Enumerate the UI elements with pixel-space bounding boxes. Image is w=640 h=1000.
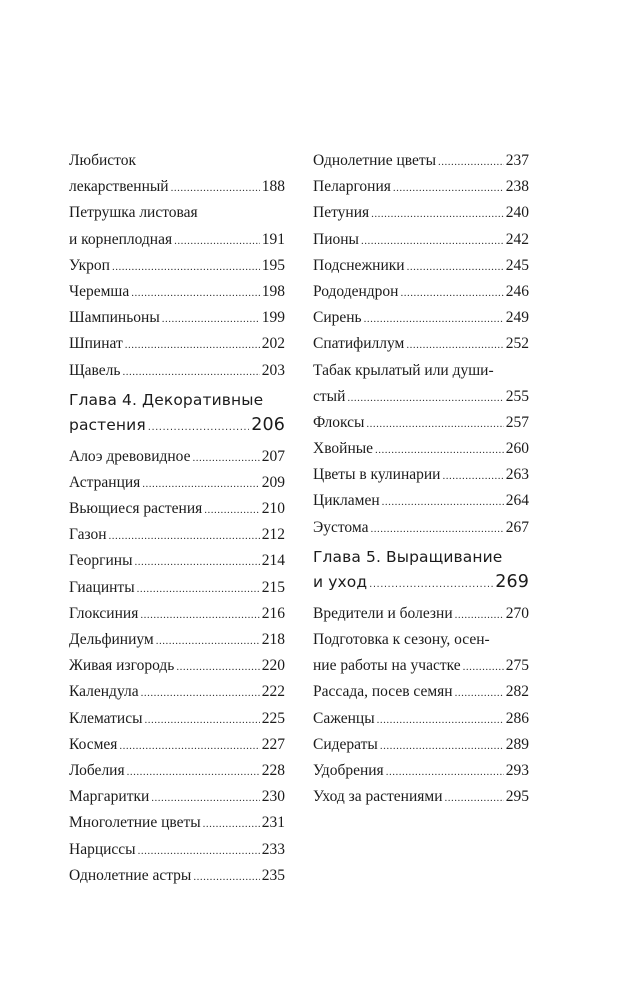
toc-entry-title: Подснежники <box>313 256 405 274</box>
toc-entry-title: лекарственный <box>69 178 169 196</box>
toc-page-number: 203 <box>261 361 285 379</box>
toc-page-number: 263 <box>505 466 529 484</box>
dot-leader <box>203 811 260 837</box>
toc-entry <box>69 758 285 784</box>
toc-entry <box>69 444 285 470</box>
toc-entry <box>69 200 285 252</box>
toc-entry-title: Пионы <box>313 230 359 248</box>
toc-left-column <box>69 148 285 889</box>
dot-leader <box>156 628 260 654</box>
toc-entry-title: Лобелия <box>69 761 125 779</box>
dot-leader <box>119 733 259 759</box>
toc-entry <box>69 601 285 627</box>
toc-entry-title-line: Подготовка к сезону, осен- <box>313 631 490 648</box>
toc-entry-title: Космея <box>69 735 118 753</box>
dot-leader <box>135 549 260 575</box>
toc-page-number: 233 <box>261 840 285 858</box>
toc-entry <box>313 627 529 679</box>
chapter-title-line: Глава 5. Выращивание <box>313 547 503 566</box>
toc-entry-title-line: Петрушка листовая <box>69 204 198 222</box>
toc-page-number: 209 <box>261 473 285 491</box>
toc-page-number: 195 <box>261 256 285 274</box>
toc-entry <box>313 331 529 357</box>
toc-entry-title: Цветы в кулинарии <box>313 466 441 484</box>
dot-leader <box>174 228 260 254</box>
toc-entry <box>69 627 285 653</box>
toc-entry-title: Многолетние цветы <box>69 814 201 832</box>
toc-page-number: 286 <box>505 709 529 727</box>
dot-leader <box>171 175 260 201</box>
toc-entry-title: Однолетние цветы <box>313 152 437 169</box>
chapter-title: и уход <box>313 572 368 591</box>
dot-leader <box>400 280 503 306</box>
toc-entry-title: Рассада, посев семян <box>313 683 453 701</box>
dot-leader <box>193 445 260 471</box>
dot-leader <box>369 572 493 597</box>
toc-page-number: 252 <box>505 335 529 353</box>
dot-leader <box>442 463 503 489</box>
toc-page-number: 270 <box>505 604 529 622</box>
dot-leader <box>140 602 259 628</box>
chapter-page-number: 269 <box>495 571 529 592</box>
dot-leader <box>364 306 504 332</box>
dot-leader <box>382 489 504 515</box>
dot-leader <box>380 733 504 759</box>
toc-entry <box>313 253 529 279</box>
toc-page-number: 275 <box>505 657 529 675</box>
toc-entry <box>313 279 529 305</box>
dot-leader <box>138 838 260 864</box>
toc-entry <box>69 253 285 279</box>
dot-leader <box>122 359 259 385</box>
toc-entry-title: Черемша <box>69 282 130 300</box>
toc-page-number: 199 <box>261 309 285 327</box>
toc-page-number: 225 <box>261 709 285 727</box>
toc-page-number: 207 <box>261 447 285 465</box>
dot-leader <box>131 280 260 306</box>
dot-leader <box>142 471 259 497</box>
toc-page-number: 218 <box>261 631 285 648</box>
toc-page-number: 237 <box>505 152 529 169</box>
toc-entry-title: Георгины <box>69 552 133 570</box>
toc-entry-title: Алоэ древовидное <box>69 447 191 465</box>
chapter-title-line: Глава 4. Декоративные <box>69 390 264 409</box>
toc-entry <box>69 837 285 863</box>
dot-leader <box>148 415 250 440</box>
toc-entry <box>313 227 529 253</box>
toc-page-number: 240 <box>505 204 529 222</box>
toc-page-number: 242 <box>505 230 529 248</box>
toc-page-number: 238 <box>505 178 529 196</box>
toc-entry <box>313 410 529 436</box>
toc-entry-title: Сидераты <box>313 735 378 753</box>
toc-page-number: 246 <box>505 282 529 300</box>
toc-entry-title: Шампиньоны <box>69 309 160 327</box>
toc-entry-title: Однолетние астры <box>69 866 192 884</box>
toc-page-number: 222 <box>261 683 285 701</box>
toc-entry <box>69 679 285 705</box>
toc-entry <box>313 784 529 810</box>
chapter-page-number: 206 <box>251 414 285 435</box>
dot-leader <box>109 523 260 549</box>
toc-entry <box>313 174 529 200</box>
toc-entry-title: Вьющиеся растения <box>69 500 203 518</box>
toc-entry-title: Календула <box>69 683 139 701</box>
dot-leader <box>125 332 260 358</box>
toc-entry-title: стый <box>313 387 346 405</box>
toc-entry-title: Хвойные <box>313 440 374 458</box>
toc-entry <box>69 863 285 889</box>
toc-entry <box>313 305 529 331</box>
toc-entry <box>69 653 285 679</box>
toc-entry <box>313 462 529 488</box>
toc-page-number: 191 <box>261 230 285 248</box>
toc-entry <box>313 706 529 732</box>
dot-leader <box>438 149 504 175</box>
toc-entry-title: Гиацинты <box>69 578 135 596</box>
toc-entry-title: Дельфиниум <box>69 631 154 648</box>
toc-entry <box>313 488 529 514</box>
toc-entry-title: Шпинат <box>69 335 123 353</box>
toc-entry-title: Глоксиния <box>69 604 139 622</box>
toc-entry-title: Щавель <box>69 361 121 379</box>
dot-leader <box>407 254 504 280</box>
dot-leader <box>176 654 259 680</box>
dot-leader <box>145 707 260 733</box>
dot-leader <box>463 654 504 680</box>
toc-page-number: 212 <box>261 526 285 544</box>
toc-entry-title: Маргаритки <box>69 788 150 806</box>
toc-page-number: 202 <box>261 335 285 353</box>
toc-entry-title: Укроп <box>69 256 110 274</box>
dot-leader <box>204 497 260 523</box>
toc-page-number: 216 <box>261 604 285 622</box>
toc-entry <box>69 470 285 496</box>
toc-entry <box>313 732 529 758</box>
toc-entry-title: Нарциссы <box>69 840 136 858</box>
toc-page-number: 249 <box>505 309 529 327</box>
toc-entry-title: Уход за растениями <box>313 788 443 806</box>
dot-leader <box>455 602 504 628</box>
dot-leader <box>162 306 260 332</box>
toc-entry <box>69 810 285 836</box>
toc-entry <box>313 358 529 410</box>
dot-leader <box>377 707 504 733</box>
dot-leader <box>375 437 504 463</box>
dot-leader <box>127 759 260 785</box>
toc-page-number: 210 <box>261 500 285 518</box>
dot-leader <box>361 228 504 254</box>
toc-page-number: 230 <box>261 788 285 806</box>
toc-page-number: 231 <box>261 814 285 832</box>
toc-entry-title: Удобрения <box>313 761 384 779</box>
toc-page-number: 255 <box>505 387 529 405</box>
toc-page-number: 220 <box>261 657 285 675</box>
toc-page-number: 260 <box>505 440 529 458</box>
toc-entry-title: Флоксы <box>313 413 365 431</box>
chapter-heading <box>313 545 529 595</box>
toc-page-number: 245 <box>505 256 529 274</box>
dot-leader <box>141 680 260 706</box>
dot-leader <box>347 385 503 411</box>
dot-leader <box>366 411 503 437</box>
toc-entry-title: Сирень <box>313 309 362 327</box>
toc-entry <box>69 575 285 601</box>
toc-entry <box>69 732 285 758</box>
toc-entry <box>313 758 529 784</box>
toc-entry <box>313 515 529 541</box>
toc-entry-title-line: Любисток <box>69 152 137 169</box>
toc-entry <box>69 784 285 810</box>
dot-leader <box>371 201 504 227</box>
dot-leader <box>393 175 504 201</box>
toc-entry-title: Эустома <box>313 518 369 536</box>
toc-entry-title: Спатифиллум <box>313 335 405 353</box>
dot-leader <box>370 516 503 542</box>
toc-entry <box>69 706 285 732</box>
toc-page-number: 227 <box>261 735 285 753</box>
toc-page-number: 214 <box>261 552 285 570</box>
toc-entry-title: и корнеплодная <box>69 230 173 248</box>
toc-entry <box>313 200 529 226</box>
toc-page-number: 264 <box>505 492 529 510</box>
toc-page-number: 282 <box>505 683 529 701</box>
toc-entry <box>69 279 285 305</box>
dot-leader <box>137 576 260 602</box>
toc-entry-title: Цикламен <box>313 492 380 510</box>
toc-entry <box>313 679 529 705</box>
toc-entry-title: Рододендрон <box>313 282 399 300</box>
toc-entry-title: ние работы на участке <box>313 657 461 675</box>
toc-entry <box>69 148 285 200</box>
toc-entry-title: Живая изгородь <box>69 657 175 675</box>
toc-entry-title-line: Табак крылатый или души- <box>313 361 494 379</box>
toc-entry-title: Астранция <box>69 473 141 491</box>
toc-page-number: 228 <box>261 761 285 779</box>
toc-entry <box>69 496 285 522</box>
toc-entry <box>313 436 529 462</box>
toc-entry <box>69 305 285 331</box>
toc-entry-title: Клематисы <box>69 709 143 727</box>
dot-leader <box>445 785 504 811</box>
chapter-heading <box>69 388 285 438</box>
toc-page-number: 295 <box>505 788 529 806</box>
toc-page-number: 215 <box>261 578 285 596</box>
toc-entry-title: Саженцы <box>313 709 375 727</box>
toc-entry <box>69 331 285 357</box>
toc-page-number: 289 <box>505 735 529 753</box>
toc-page-number: 293 <box>505 761 529 779</box>
toc-page-number: 235 <box>261 866 285 884</box>
toc-entry <box>69 548 285 574</box>
toc-entry-title: Пеларгония <box>313 178 391 196</box>
toc-entry <box>313 148 529 174</box>
dot-leader <box>386 759 504 785</box>
toc-page-number: 257 <box>505 413 529 431</box>
toc-right-column <box>313 148 529 810</box>
toc-entry <box>69 522 285 548</box>
toc-entry-title: Вредители и болезни <box>313 604 453 622</box>
dot-leader <box>151 785 259 811</box>
toc-entry-title: Газон <box>69 526 107 544</box>
dot-leader <box>406 332 503 358</box>
toc-page-number: 267 <box>505 518 529 536</box>
toc-page-number: 188 <box>261 178 285 196</box>
chapter-title: растения <box>69 415 146 434</box>
toc-entry <box>69 358 285 384</box>
toc-page-number: 198 <box>261 282 285 300</box>
toc-entry <box>313 601 529 627</box>
dot-leader <box>455 680 504 706</box>
toc-entry-title: Петуния <box>313 204 370 222</box>
dot-leader <box>112 254 260 280</box>
dot-leader <box>193 864 259 890</box>
